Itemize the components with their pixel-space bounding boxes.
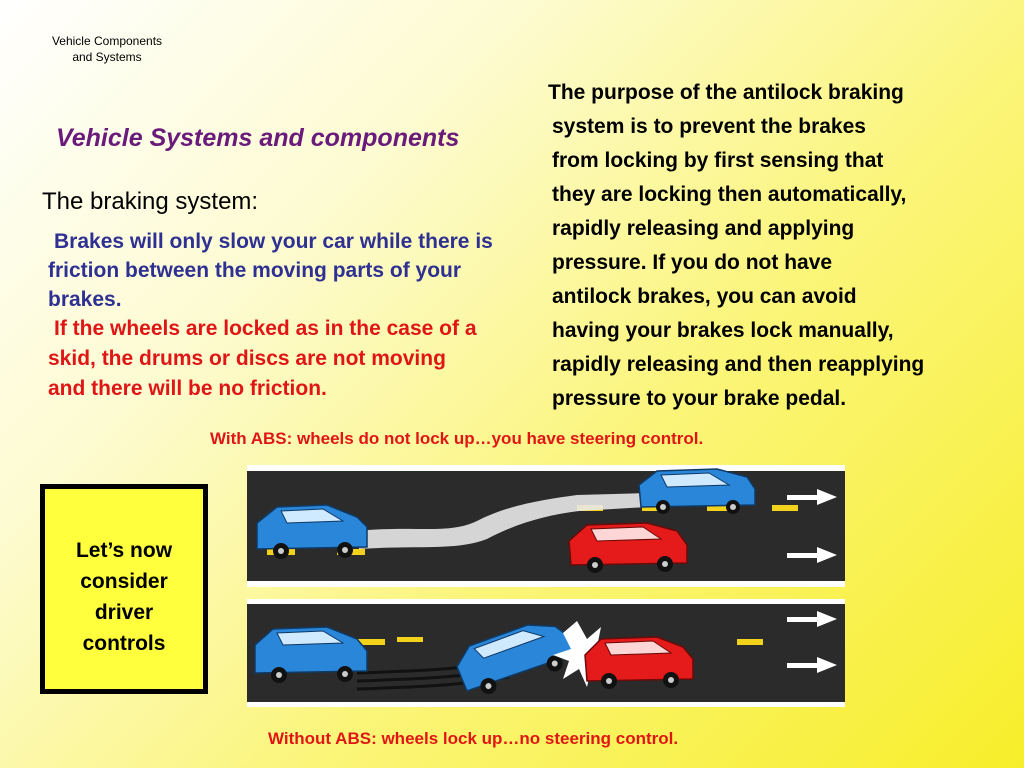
abs-purpose-paragraph (540, 76, 1010, 416)
with-abs-road-svg (247, 465, 845, 587)
abs-purpose-line: they are locking then automatically, (552, 183, 907, 206)
friction-paragraph: Brakes will only slow your car while there is friction between the moving parts of your brakes. (48, 230, 493, 311)
road-edge-line (247, 581, 845, 587)
without-abs-caption: Without ABS: wheels lock up…no steering control. (268, 729, 679, 748)
abs-purpose-line: system is to prevent the brakes (552, 115, 866, 138)
consider-text (54, 535, 194, 659)
abs-purpose-line: pressure. If you do not have (552, 251, 833, 274)
without-abs-illustration (247, 599, 845, 707)
consider-driver-controls-box (40, 484, 208, 694)
abs-purpose-line: from locking by first sensing that (552, 149, 884, 172)
road-edge-line (247, 599, 845, 604)
road-edge-line (247, 465, 845, 471)
abs-purpose-line: rapidly releasing and then reapplying (552, 353, 925, 376)
consider-line: controls (82, 632, 166, 655)
abs-purpose-line: antilock brakes, you can avoid (552, 285, 857, 308)
abs-purpose-line: rapidly releasing and applying (552, 217, 855, 240)
braking-system-title: The braking system: (42, 188, 259, 215)
locked-wheels-paragraph: If the wheels are locked as in the case of a skid, the drums or discs are not moving and there will be no friction. (48, 317, 477, 400)
abs-purpose-line: pressure to your brake pedal. (552, 387, 847, 410)
header-title-line1: Vehicle Components (51, 34, 163, 48)
with-abs-illustration (247, 465, 845, 587)
header-title-line2: and Systems (72, 50, 142, 64)
consider-line: consider (80, 570, 168, 593)
consider-line: driver (94, 601, 154, 624)
without-abs-road-svg (247, 599, 845, 707)
road-edge-line (247, 702, 845, 707)
with-abs-caption: With ABS: wheels do not lock up…you have steering control. (210, 429, 704, 448)
slide-heading: Vehicle Systems and components (56, 124, 460, 152)
consider-line: Let’s now (75, 539, 173, 562)
abs-purpose-line: The purpose of the antilock braking (548, 81, 904, 104)
abs-purpose-line: having your brakes lock manually, (552, 319, 894, 342)
slide-header-title (30, 33, 184, 65)
